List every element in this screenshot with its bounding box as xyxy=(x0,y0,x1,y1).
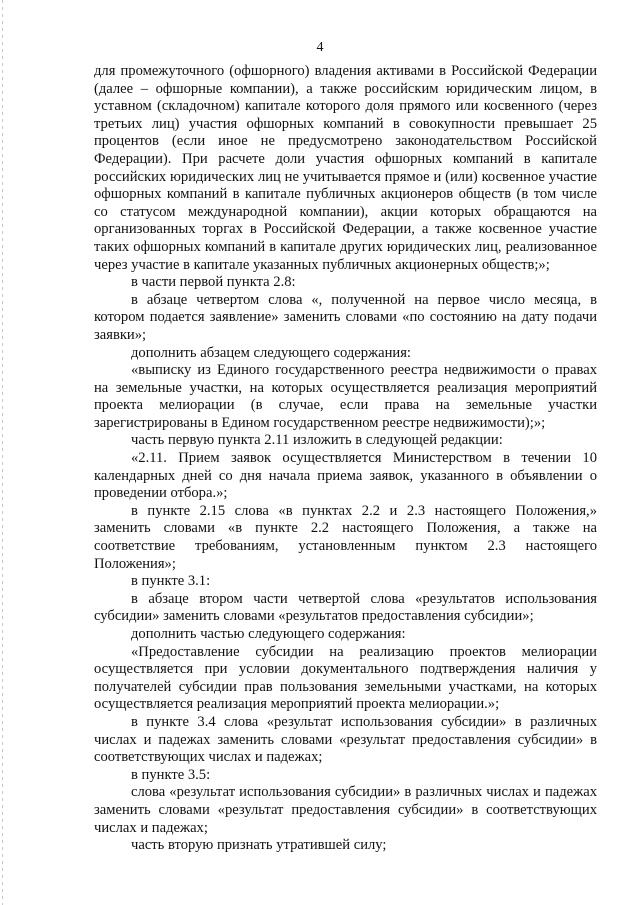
page-number: 4 xyxy=(316,40,324,55)
paragraph: в пункте 3.4 слова «результат использования субсидии» в различных числах и падежах заменить словами «результат предоставления субсидии» в соответствующих числах и падежах; xyxy=(94,713,597,766)
paragraph: для промежуточного (офшорного) владения активами в Российской Федерации (далее – офшорные компании), а также российским юридическим лицом, в уставном (складочном) капитале которого доля прямого или косвенного (через третьих лиц) участия офшорных компаний в совокупности превышает 25 процентов (если иное не предусмотрено законодательством Российской Федерации). При расчете доли участия офшорных компаний в капитале российских юридических лиц не учитывается прямое и (или) косвенное участие офшорных компаний в капитале публичных акционеров обществ (в том числе со статусом международной компании), акции которых обращаются на организованных торгах в Российской Федерации, а также косвенное участие таких офшорных компаний в капитале других юридических лиц, реализованное через участие в капитале указанных публичных акционерных обществ;»; xyxy=(94,63,597,273)
paragraph: в абзаце четвертом слова «, полученной на первое число месяца, в котором подается заявление» заменить словами «по состоянию на дату подачи заявки»; xyxy=(94,291,597,343)
document-body xyxy=(94,63,597,855)
paragraph: «выписку из Единого государственного реестра недвижимости о правах на земельные участки, на которых осуществляется реализация мероприятий проекта мелиорации (в случае, если права на земельные участки зарегистрированы в Едином государственном реестре недвижимости);»; xyxy=(94,362,597,431)
paragraph: в пункте 3.5: xyxy=(131,766,211,783)
paragraph: дополнить абзацем следующего содержания: xyxy=(131,344,411,361)
paragraph: в части первой пункта 2.8: xyxy=(131,274,296,291)
paragraph: дополнить частью следующего содержания: xyxy=(131,626,406,642)
paragraph: часть первую пункта 2.11 изложить в следующей редакции: xyxy=(131,432,503,449)
page-left-edge xyxy=(2,0,3,905)
paragraph: в абзаце втором части четвертой слова «результатов использования субсидии» заменить словами «результатов предоставления субсидии»; xyxy=(94,590,597,625)
paragraph: «2.11. Прием заявок осуществляется Министерством в течении 10 календарных дней со дня начала приема заявок, указанного в объявлении о проведении отбора.»; xyxy=(94,450,597,502)
paragraph: «Предоставление субсидии на реализацию проектов мелиорации осуществляется при условии документального подтверждения наличия у получателей субсидии прав пользования земельными участками, на которых осуществляется реализация мероприятий проекта мелиорации.»; xyxy=(94,643,597,713)
paragraph: часть вторую признать утратившей силу; xyxy=(131,837,387,854)
paragraph: в пункте 3.1: xyxy=(131,573,211,590)
paragraph: слова «результат использования субсидии» в различных числах и падежах заменить словами «результат предоставления субсидии» в соответствующих числах и падежах; xyxy=(94,784,597,836)
paragraph: в пункте 2.15 слова «в пунктах 2.2 и 2.3 настоящего Положения,» заменить словами «в пункте 2.2 настоящего Положения, а также на соответствие требованиям, установленным пунктом 2.3 настоящего Положения»; xyxy=(94,502,597,572)
